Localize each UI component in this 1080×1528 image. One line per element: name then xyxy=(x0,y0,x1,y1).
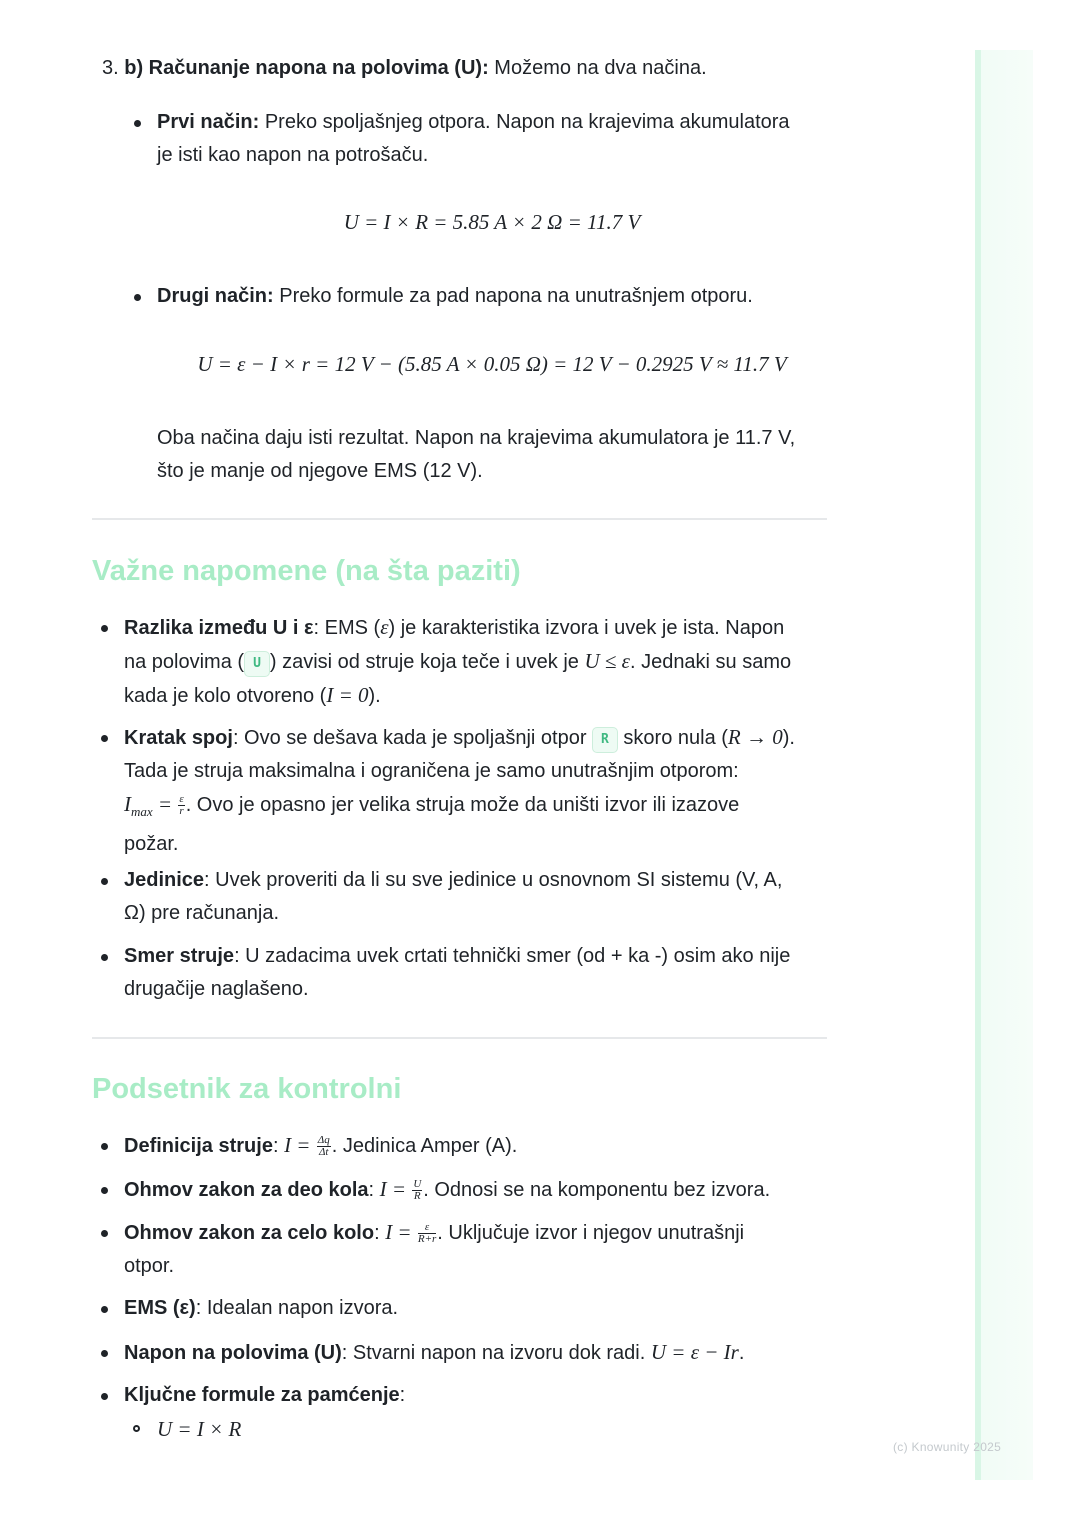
epsilon-symbol: ε xyxy=(380,615,389,639)
text: skoro nula ( xyxy=(617,727,728,749)
numerator: ε xyxy=(179,793,184,806)
ohm-part-label: Ohmov zakon za deo kola xyxy=(124,1179,369,1201)
code-r: R xyxy=(592,727,618,753)
fraction xyxy=(418,1222,436,1245)
bullet-dot xyxy=(101,878,108,885)
bullet-dot xyxy=(101,1187,108,1194)
way1-line2: je isti kao napon na potrošaču. xyxy=(157,144,429,166)
text: . Uključuje izvor i njegov unutrašnji xyxy=(437,1222,745,1244)
reminder-terminal xyxy=(124,1336,744,1370)
divider xyxy=(92,518,827,520)
text: : U zadacima uvek crtati tehnički smer (od + ka -) osim ako nije xyxy=(234,945,791,967)
denominator: Δt xyxy=(318,1146,329,1159)
formulas-label: Ključne formule za pamćenje xyxy=(124,1384,400,1406)
fraction xyxy=(412,1179,422,1202)
text: : xyxy=(272,1135,285,1157)
way2-label: Drugi način: xyxy=(157,285,274,307)
way1-label: Prvi način: xyxy=(157,111,260,133)
conclusion-line1: Oba načina daju isti rezultat. Napon na krajevima akumulatora je 11.7 V, xyxy=(157,427,796,449)
text: požar. xyxy=(124,833,179,855)
notes-heading: Važne napomene (na šta paziti) xyxy=(92,555,521,587)
inline-math: I = xyxy=(284,1133,316,1157)
step3-title: b) Računanje napona na polovima (U): xyxy=(124,57,489,79)
text: : Idealan napon izvora. xyxy=(195,1297,399,1319)
fraction xyxy=(178,794,184,817)
numerator: ε xyxy=(418,1222,436,1234)
ohm-full-label: Ohmov zakon za celo kolo xyxy=(124,1222,375,1244)
inline-math: U ≤ ε xyxy=(584,649,630,673)
bullet-dot xyxy=(134,120,141,127)
inline-math: I = xyxy=(379,1177,412,1201)
text: otpor. xyxy=(124,1255,175,1277)
ems-label: EMS (ε) xyxy=(124,1297,196,1319)
conclusion xyxy=(157,422,795,488)
reminder-heading: Podsetnik za kontrolni xyxy=(92,1073,402,1105)
text: ). xyxy=(368,685,381,707)
text: . Ovo je opasno jer velika struja može da uništi izvor ili izazove xyxy=(185,794,740,816)
text: : EMS ( xyxy=(313,617,381,639)
bullet-dot xyxy=(101,1393,108,1400)
units-label: Jedinice xyxy=(124,869,205,891)
text: : xyxy=(374,1222,386,1244)
formula-item: U = I × R xyxy=(157,1417,242,1441)
text: . Jednaki su samo xyxy=(629,651,792,673)
denominator: R xyxy=(413,1190,421,1203)
bullet-dot xyxy=(101,625,108,632)
denominator: R+r xyxy=(417,1233,437,1246)
direction-label: Smer struje xyxy=(124,945,235,967)
side-strip xyxy=(975,50,1033,1480)
reminder-definition xyxy=(124,1129,517,1163)
reminder-ohm-part xyxy=(124,1173,770,1207)
text: : Uvek proveriti da li su sve jedinice u osnovnom SI sistemu (V, A, xyxy=(204,869,783,891)
numerator: U xyxy=(413,1178,422,1191)
step3-intro: Možemo na dva načina. xyxy=(488,57,707,79)
note-short-circuit xyxy=(124,721,844,861)
bullet-dot xyxy=(134,294,141,301)
text: : Stvarni napon na izvoru dok radi. xyxy=(341,1342,651,1364)
bullet-dot xyxy=(101,1350,108,1357)
way1-text xyxy=(157,106,790,172)
text: drugačije naglašeno. xyxy=(124,978,309,1000)
bullet-dot xyxy=(101,1143,108,1150)
inline-math: U = ε − Ir xyxy=(650,1340,739,1364)
conclusion-line2: što je manje od njegove EMS (12 V). xyxy=(157,460,483,482)
text: Tada je struja maksimalna i ograničena je samo unutrašnjim otporom: xyxy=(124,760,739,782)
text: kada je kolo otvoreno ( xyxy=(124,685,327,707)
text: ). xyxy=(782,727,795,749)
text: ) je karakteristika izvora i uvek je ista. Napon xyxy=(388,617,785,639)
short-circuit-label: Kratak spoj xyxy=(124,727,233,749)
reminder-formulas xyxy=(124,1379,405,1412)
text: : xyxy=(368,1179,380,1201)
reminder-ems xyxy=(124,1292,398,1325)
bullet-dot xyxy=(101,1306,108,1313)
text: . xyxy=(738,1342,745,1364)
text: Ω) pre računanja. xyxy=(124,902,280,924)
note-units xyxy=(124,864,844,930)
reminder-ohm-full xyxy=(124,1216,844,1283)
text: ) zavisi od struje koja teče i uvek je xyxy=(269,651,585,673)
inline-math: I xyxy=(124,792,131,816)
footer-copyright: (c) Knowunity 2025 xyxy=(893,1440,1002,1454)
code-u: U xyxy=(244,651,270,677)
text: : xyxy=(399,1384,406,1406)
inline-math: I = xyxy=(385,1220,417,1244)
way2-formula: U = ε − I × r = 12 V − (5.85 A × 0.05 Ω) = 12 V − 0.2925 V ≈ 11.7 V xyxy=(197,352,787,376)
terminal-label: Napon na polovima (U) xyxy=(124,1342,342,1364)
denominator: r xyxy=(179,805,184,818)
bullet-dot xyxy=(101,735,108,742)
fraction xyxy=(317,1135,331,1158)
step3-line xyxy=(102,52,707,85)
text: . Odnosi se na komponentu bez izvora. xyxy=(423,1179,771,1201)
bullet-dot xyxy=(101,1230,108,1237)
step3-number: 3. xyxy=(102,57,119,79)
way1-formula: U = I × R = 5.85 A × 2 Ω = 11.7 V xyxy=(343,210,641,234)
bullet-dot xyxy=(101,954,108,961)
subscript: max xyxy=(131,804,153,819)
circle-bullet xyxy=(133,1425,140,1432)
way2-text xyxy=(157,280,753,313)
numerator: Δq xyxy=(317,1134,330,1147)
inline-math: R → 0 xyxy=(727,725,783,749)
inline-math: = xyxy=(152,792,178,816)
note-difference xyxy=(124,611,844,713)
definition-label: Definicija struje xyxy=(124,1135,273,1157)
note-direction xyxy=(124,940,844,1006)
text: : Ovo se dešava kada je spoljašnji otpor xyxy=(232,727,593,749)
inline-math: I = 0 xyxy=(326,683,369,707)
way1-line1: Preko spoljašnjeg otpora. Napon na krajevima akumulatora xyxy=(259,111,790,133)
difference-label: Razlika između U i ε xyxy=(124,617,314,639)
text: na polovima ( xyxy=(124,651,245,673)
text: . Jedinica Amper (A). xyxy=(331,1135,518,1157)
way2-desc: Preko formule za pad napona na unutrašnjem otporu. xyxy=(273,285,753,307)
divider xyxy=(92,1037,827,1039)
